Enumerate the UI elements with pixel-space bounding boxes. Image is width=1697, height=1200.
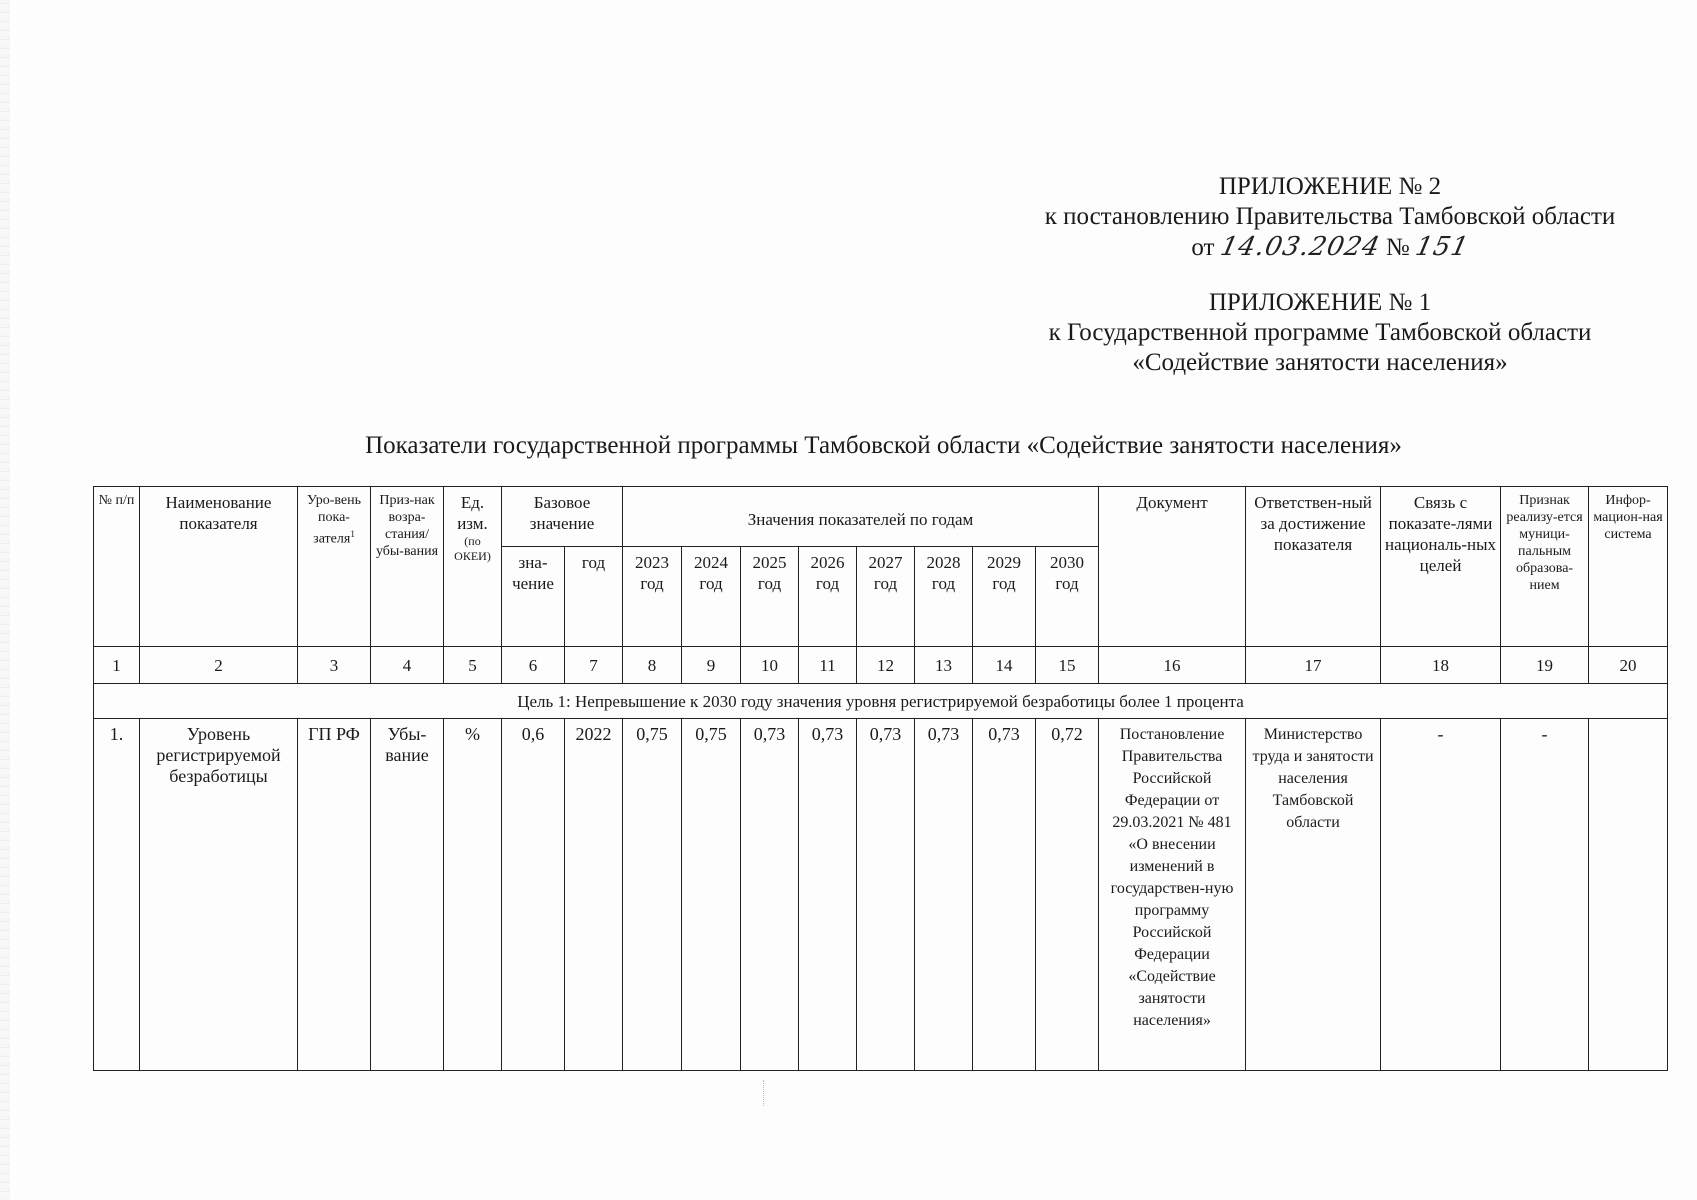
attachment-2-title: ПРИЛОЖЕНИЕ № 2: [1218, 173, 1442, 200]
year-value: 0,73: [799, 719, 857, 1071]
year-value: 0,73: [857, 719, 915, 1071]
column-number: 17: [1246, 647, 1381, 684]
col-year-header: 2026 год: [799, 547, 857, 647]
national-goals-link: -: [1381, 719, 1501, 1071]
year-value: 0,73: [973, 719, 1036, 1071]
year-value: 0,73: [915, 719, 973, 1071]
attachment-2-date-line: [990, 232, 1670, 263]
col-base-year-header: год: [565, 547, 623, 647]
column-number: 10: [741, 647, 799, 684]
column-number: 18: [1381, 647, 1501, 684]
year-value: 0,75: [623, 719, 682, 1071]
column-number: 9: [682, 647, 741, 684]
year-value: 0,72: [1036, 719, 1099, 1071]
column-number: 8: [623, 647, 682, 684]
attachment-2-line: к постановлению Правительства Тамбовской области: [1044, 203, 1616, 230]
scan-artifact: [763, 1080, 770, 1106]
col-municipal-header: Признак реализу-ется муници-пальным образова-нием: [1501, 487, 1589, 647]
attachment-1-title: ПРИЛОЖЕНИЕ № 1: [1208, 289, 1432, 316]
col-year-header: 2029 год: [973, 547, 1036, 647]
column-number: 15: [1036, 647, 1099, 684]
col-year-header: 2030 год: [1036, 547, 1099, 647]
column-number: 2: [140, 647, 298, 684]
info-system: [1589, 719, 1668, 1071]
column-number: 5: [444, 647, 502, 684]
column-number: 12: [857, 647, 915, 684]
row-number: 1.: [94, 719, 140, 1071]
col-year-header: 2025 год: [741, 547, 799, 647]
column-number: 3: [298, 647, 371, 684]
col-sign-header: Приз-нак возра-стания/ убы-вания: [371, 487, 444, 647]
col-unit-header: [444, 487, 502, 647]
col-base-value-header: зна-чение: [502, 547, 565, 647]
indicator-name: Уровень регистрируемой безработицы: [140, 719, 298, 1071]
col-year-header: 2024 год: [682, 547, 741, 647]
indicator-unit: %: [444, 719, 502, 1071]
table-row: [94, 719, 1668, 1071]
col-link-header: Связь с показате-лями националь-ных целей: [1381, 487, 1501, 647]
base-year: 2022: [565, 719, 623, 1071]
col-base-header: Базовое значение: [502, 487, 623, 547]
year-value: 0,75: [682, 719, 741, 1071]
unit-header-note: (по ОКЕИ): [454, 534, 491, 563]
attachment-1-header: [990, 288, 1650, 378]
from-label: от: [1191, 234, 1215, 261]
number-sign: №: [1385, 234, 1410, 261]
handwritten-number: 151: [1412, 232, 1472, 262]
col-name-header: Наименование показателя: [140, 487, 298, 647]
indicator-level: ГП РФ: [298, 719, 371, 1071]
responsible-body: Министерство труда и занятости населения Тамбовской области: [1246, 719, 1381, 1071]
footnote-mark: 1: [350, 529, 355, 539]
goal-row: [94, 684, 1668, 719]
col-responsible-header: Ответствен-ный за достижение показателя: [1246, 487, 1381, 647]
level-header-text: Уро-вень пока-зателя: [307, 493, 361, 547]
column-number: 20: [1589, 647, 1668, 684]
col-years-group-header: Значения показателей по годам: [623, 487, 1099, 547]
col-num-header: № п/п: [94, 487, 140, 647]
attachment-2-header: [990, 172, 1670, 263]
header-row-1: [94, 487, 1668, 547]
base-value: 0,6: [502, 719, 565, 1071]
goal-text: Цель 1: Непревышение к 2030 году значения уровня регистрируемой безработицы более 1 процента: [94, 684, 1668, 719]
col-infosystem-header: Инфор-мацион-ная система: [1589, 487, 1668, 647]
document-reference: Постановление Правительства Российской Федерации от 29.03.2021 № 481 «О внесении изменений в государствен-ную программу Российской Федерации «Содействие занятости населения»: [1099, 719, 1246, 1071]
handwritten-date: 14.03.2024: [1217, 232, 1383, 262]
column-number: 16: [1099, 647, 1246, 684]
indicator-sign: Убы-вание: [371, 719, 444, 1071]
scan-binding-edge: [0, 0, 10, 1200]
column-number: 19: [1501, 647, 1589, 684]
column-number: 7: [565, 647, 623, 684]
document-title: Показатели государственной программы Тамбовской области «Содействие занятости населения»: [365, 432, 1402, 459]
column-number: 4: [371, 647, 444, 684]
attachment-1-line1: к Государственной программе Тамбовской области: [1048, 319, 1592, 346]
col-year-header: 2023 год: [623, 547, 682, 647]
column-number: 11: [799, 647, 857, 684]
column-numbers-row: [94, 647, 1668, 684]
indicators-table: [93, 486, 1668, 1071]
col-year-header: 2028 год: [915, 547, 973, 647]
column-number: 14: [973, 647, 1036, 684]
col-document-header: Документ: [1099, 487, 1246, 647]
unit-header-text: Ед. изм.: [457, 493, 488, 533]
municipal-flag: -: [1501, 719, 1589, 1071]
col-level-header: [298, 487, 371, 647]
year-value: 0,73: [741, 719, 799, 1071]
column-number: 6: [502, 647, 565, 684]
col-year-header: 2027 год: [857, 547, 915, 647]
attachment-1-line2: «Содействие занятости населения»: [1132, 349, 1508, 376]
column-number: 1: [94, 647, 140, 684]
column-number: 13: [915, 647, 973, 684]
